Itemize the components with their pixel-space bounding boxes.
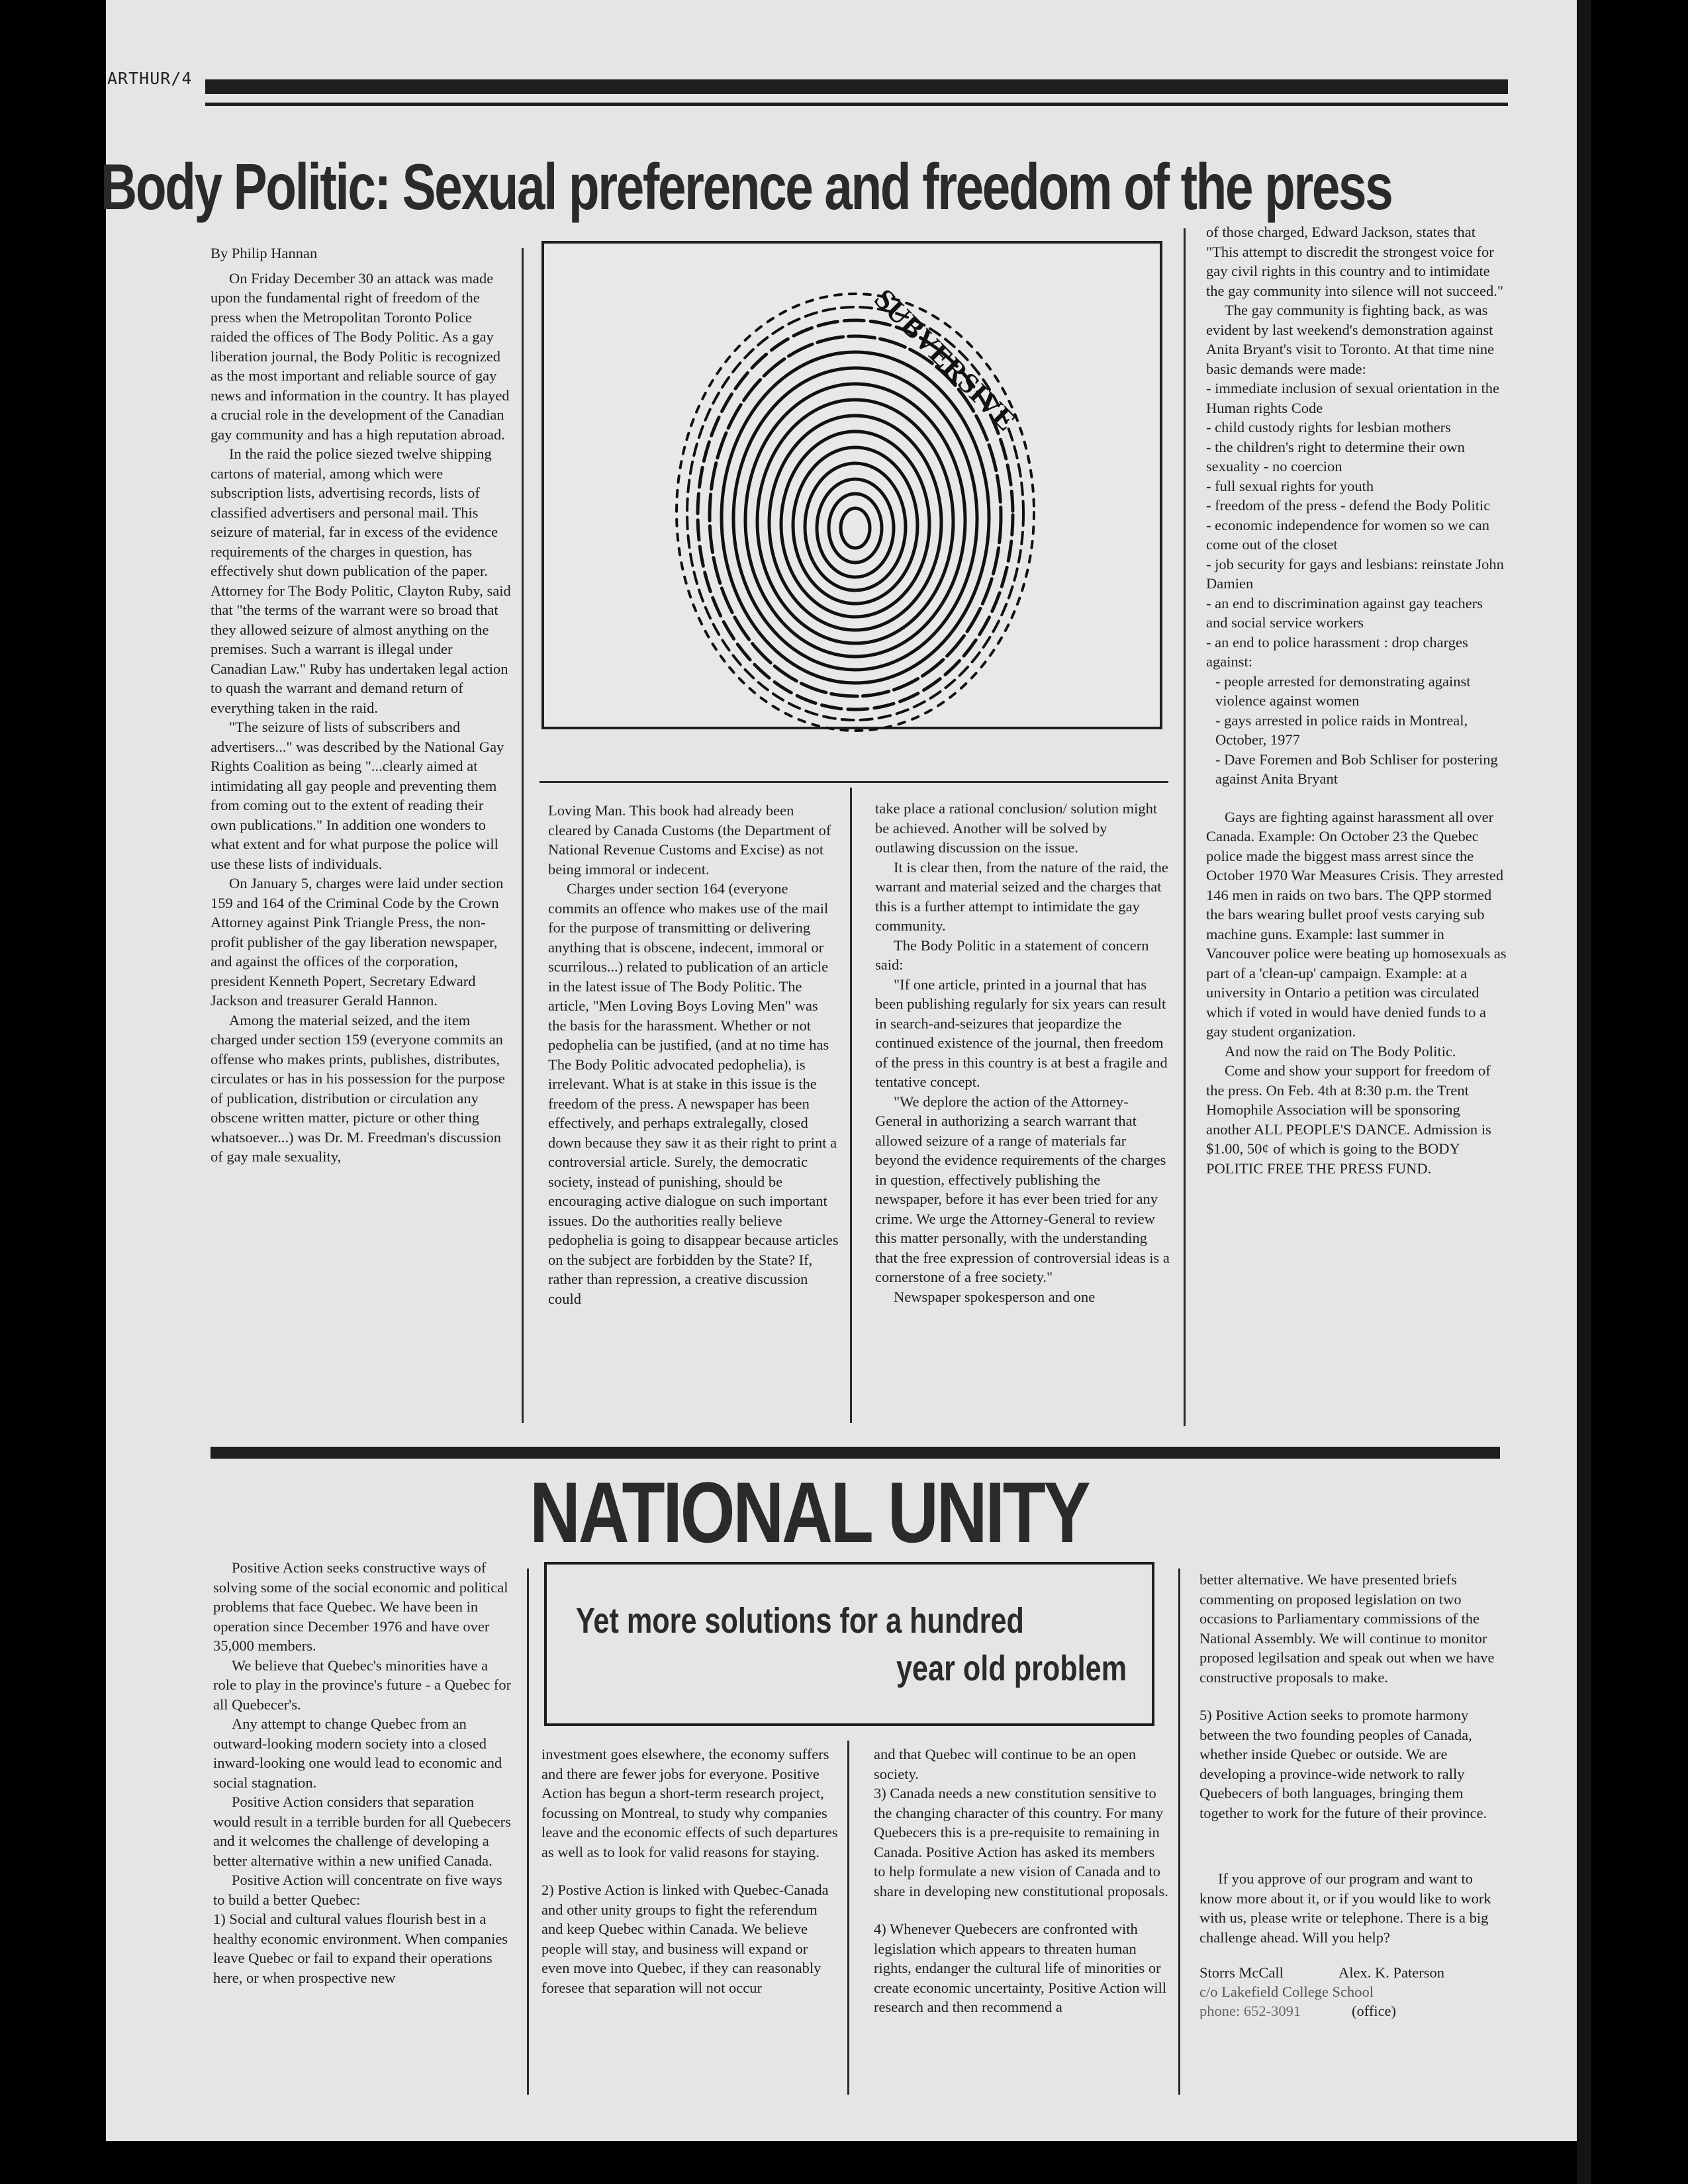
contact-name-2: Alex. K. Paterson — [1338, 1964, 1444, 1981]
subtitle-box — [544, 1562, 1154, 1726]
paragraph: It is clear then, from the nature of the raid, the warrant and material seized and the charges that this is a further attempt to intimidate the gay community. — [875, 858, 1168, 934]
paragraph: The gay community is fighting back, as was evident by last weekend's demonstration against Anita Bryant's visit to Toronto. At that time nine basic demands were made: — [1206, 302, 1495, 377]
contact-phone: phone: 652-3091 — [1199, 2003, 1301, 2019]
contact-office: (office) — [1352, 2003, 1397, 2019]
column-divider — [522, 248, 524, 1423]
top-thin-rule — [205, 103, 1508, 106]
paragraph: We believe that Quebec's minorities have a role to play in the province's future - a Quebec for all Quebecer's. — [213, 1657, 512, 1713]
paragraph: The Body Politic in a statement of concern said: — [875, 936, 1149, 973]
column-divider — [1178, 1569, 1180, 2095]
paragraph: Any attempt to change Quebec from an outward-looking modern society into a closed inward-looking one would lead to economic and social stagnation. — [213, 1715, 502, 1791]
article2-column-4 — [1199, 1570, 1505, 2113]
paragraph: And now the raid on The Body Politic. — [1225, 1042, 1456, 1060]
demand-item: - people arrested for demonstrating against violence against women — [1215, 672, 1471, 709]
article1-column-3 — [875, 799, 1170, 1424]
paragraph: Loving Man. This book had already been cleared by Canada Customs (the Department of National Revenue Customs and Excise) as not being immoral or indecent. — [548, 802, 831, 878]
paragraph: of those charged, Edward Jackson, states that "This attempt to discredit the strongest voice for gay civil rights in this country and to intimidate the gay community into silence will not succeed." — [1206, 224, 1504, 299]
paragraph: investment goes elsewhere, the economy suffers and there are fewer jobs for everyone. Positive Action has begun a short-term research project, focussing on Montreal, to study why companies leave and the economic effects of such departures as well as to look for valid reasons for staying. — [541, 1746, 838, 1860]
column-divider — [527, 1569, 529, 2095]
national-unity-title: NATIONAL UNITY — [530, 1464, 1089, 1561]
demand-item: - the children's right to determine their own sexuality - no coercion — [1206, 438, 1465, 475]
demand-item: - job security for gays and lesbians: reinstate John Damien — [1206, 555, 1504, 592]
page-edge-shadow — [1577, 0, 1591, 2184]
paragraph: On January 5, charges were laid under section 159 and 164 of the Criminal Code by the Crown Attorney against Pink Triangle Press, the non-profit publisher of the gay liberation newspaper, and against the offices of the corporation, president Kenneth Popert, Secretary Edward Jackson and treasurer Gerald Hannon. — [211, 875, 504, 1009]
paragraph: Positive Action will concentrate on five ways to build a better Quebec: — [213, 1872, 502, 1908]
paragraph: "The seizure of lists of subscribers and advertisers..." was described by the National Gay Rights Coalition as being "...clearly aimed at intimidating all gay people and preventing them from coming out to the extent of reading their own publications." In addition one wonders to what extent and for what purpose the police will use these lists of individuals. — [211, 719, 504, 872]
image-underline — [539, 781, 1168, 783]
demand-item: - child custody rights for lesbian mothers — [1206, 419, 1451, 435]
paragraph: Charges under section 164 (everyone commits an offence who makes use of the mail for the purpose of transmitting or delivering anything that is obscene, indecent, immoral or scurrilous...) related to publication of an article in the latest issue of The Body Politic. The article, "Men Loving Boys Loving Men" was the basis for the harassment. Whether or not pedophelia can be justified, (and at no time has The Body Politic advocated pedophelia), is irrelevant. What is at stake in this issue is the freedom of the press. A newspaper has been effectively, and perhaps extralegally, closed down because they saw it as their right to print a controversial article. Surely, the democratic society, instead of punishing, should be encouraging active dialogue on such important issues. Do the authorities really believe pedophelia is going to disappear because articles on the subject are forbidden by the State? If, rather than repression, a creative discussion could — [548, 880, 839, 1307]
article-byline: By Philip Hannan — [211, 245, 318, 261]
paragraph: Among the material seized, and the item charged under section 159 (everyone commits an offense who makes prints, publishes, distributes, circulates or has in his possession for the purpose of publication, distribution or circulation any obscene written matter, picture or other thing whatsoever...) was Dr. M. Freedman's discussion of gay male sexuality, — [211, 1011, 505, 1165]
fingerprint-illustration — [541, 241, 1162, 729]
article2-column-3 — [874, 1745, 1169, 2099]
paragraph: better alternative. We have presented briefs commenting on proposed legislation on two occasions to Parliamentary commissions of the National Assembly. We will continue to monitor proposed legilsation and speak out when we have constructive proposals to make. — [1199, 1571, 1495, 1686]
demand-item: - Dave Foremen and Bob Schliser for postering against Anita Bryant — [1215, 751, 1498, 787]
subversive-stamp: SUBVERSIVE — [868, 282, 1023, 437]
article2-column-1 — [213, 1558, 514, 2101]
paragraph: If you approve of our program and want to know more about it, or if you would like to work with us, please write or telephone. There is a big challenge ahead. Will you help? — [1199, 1870, 1491, 1946]
paragraph: "If one article, printed in a journal that has been publishing regularly for six years can result in search-and-seizures that jeopardize the continued existence of the journal, then freedom of the press in this country is at best a fragile and tentative concept. — [875, 976, 1168, 1090]
paragraph: "We deplore the action of the Attorney-General in authorizing a search warrant that allowed seizure of a range of materials far beyond the evidence requirements of the charges in question, effectively publishing the newspaper, before it has ever been tried for any crime. We urge the Attorney-General to review this matter personally, with the understanding that the free expression of controversial ideas is a cornerstone of a free society." — [875, 1093, 1170, 1285]
contact-org: c/o Lakefield College School — [1199, 1983, 1374, 2000]
paragraph: Come and show your support for freedom of the press. On Feb. 4th at 8:30 p.m. the Trent Homophile Association will be sponsoring another ALL PEOPLE'S DANCE. Admission is $1.00, 50¢ of which is going to the BODY POLITIC FREE THE PRESS FUND. — [1206, 1062, 1491, 1177]
section-rule — [211, 1447, 1500, 1459]
paragraph: take place a rational conclusion/ solution might be achieved. Another will be solved by outlawing discussion on the issue. — [875, 800, 1158, 856]
paragraph: 5) Positive Action seeks to promote harmony between the two founding peoples of Canada, whether inside Quebec or outside. We are developing a province-wide network to rally Quebecers of both languages, bringing them together to work for the future of their province. — [1199, 1707, 1487, 1821]
paragraph: 1) Social and cultural values flourish best in a healthy economic environment. When companies leave Quebec or fail to expand their operations here, or when prospective new — [213, 1911, 508, 1986]
paragraph: Gays are fighting against harassment all over Canada. Example: On October 23 the Quebec police made the biggest mass arrest since the October 1970 War Measures Crisis. They arrested 146 men in raids on two bars. The QPP stormed the bars wearing bullet proof vests carying sub machine guns. Example: last summer in Vancouver police were beating up homosexuals as part of a 'clean-up' campaign. Example: at a university in Ontario a petition was circulated which if voted in would have denied funds to a gay student organization. — [1206, 808, 1507, 1040]
paragraph: 3) Canada needs a new constitution sensitive to the changing character of this country. For many Quebecers this is a pre-requisite to remaining in Canada. Positive Action has asked its members to help formulate a new vision of Canada and to share in developing new constitutional proposals. — [874, 1785, 1168, 1899]
demand-item: - an end to police harassment : drop charges against: — [1206, 633, 1468, 670]
article1-column-2 — [548, 801, 839, 1423]
top-rule — [205, 79, 1508, 94]
article1-column-1 — [211, 244, 512, 1428]
subtitle-line-1: Yet more solutions for a hundred — [576, 1601, 1024, 1641]
paragraph: On Friday December 30 an attack was made upon the fundamental right of freedom of the press when the Metropolitan Toronto Police raided the offices of The Body Politic. As a gay liberation journal, the Body Politic is recognized as the most important and reliable source of gay news and information in the country. It has played a crucial role in the development of the Canadian gay community and has a high reputation abroad. — [211, 269, 510, 443]
contact-block — [1199, 1963, 1505, 2023]
paragraph: and that Quebec will continue to be an open society. — [874, 1746, 1137, 1782]
demand-item: - an end to discrimination against gay teachers and social service workers — [1206, 594, 1483, 631]
paragraph: 4) Whenever Quebecers are confronted with legislation which appears to threaten human rights, endanger the cultural life of minorities or create economic uncertainty, Positive Action will research and then recommend a — [874, 1921, 1167, 2015]
paragraph: Positive Action considers that separation would result in a terrible burden for all Quebecers and it welcomes the challenge of developing a better alternative within a new unified Canada. — [213, 1794, 511, 1869]
contact-name-1: Storrs McCall — [1199, 1964, 1284, 1981]
column-divider — [847, 1741, 849, 2095]
paragraph: In the raid the police siezed twelve shipping cartons of material, among which were subscription lists, advertising records, lists of classified advertisers and personal mail. This seizure of material, far in excess of the evidence requirements of the charges in question, has effectively shut down publication of the paper. Attorney for The Body Politic, Clayton Ruby, said that "the terms of the warrant were so broad that they allowed seizure of almost anything on the premises. Such a warrant is illegal under Canadian Law." Ruby has undertaken legal action to quash the warrant and demand return of everything taken in the raid. — [211, 445, 511, 716]
paragraph: Positive Action seeks constructive ways of solving some of the social economic and political problems that face Quebec. We have been in operation since December 1976 and have over 35,000 members. — [213, 1559, 508, 1654]
demand-item: - gays arrested in police raids in Montreal, October, 1977 — [1215, 711, 1468, 748]
column-divider — [850, 788, 852, 1423]
demand-item: - immediate inclusion of sexual orientation in the Human rights Code — [1206, 380, 1500, 416]
paragraph: Newspaper spokesperson and one — [894, 1288, 1096, 1305]
article1-column-4 — [1206, 222, 1507, 1433]
column-divider — [1184, 228, 1186, 1426]
page-header-label: ARTHUR/4 — [107, 69, 193, 88]
fingerprint-image — [544, 244, 1160, 727]
article-headline: Body Politic: Sexual preference and freedom of the press — [101, 150, 1392, 223]
demand-item: - full sexual rights for youth — [1206, 477, 1374, 494]
subtitle-line-2: year old problem — [896, 1649, 1127, 1688]
demand-item: - economic independence for women so we can come out of the closet — [1206, 516, 1489, 553]
paragraph: 2) Postive Action is linked with Quebec-Canada and other unity groups to fight the referendum and keep Quebec within Canada. We believe people will stay, and business will expand or even move into Quebec, if they can reasonably foresee that separation will not occur — [541, 1882, 829, 1996]
demand-item: - freedom of the press - defend the Body Politic — [1206, 497, 1491, 514]
article2-column-2 — [541, 1745, 838, 2099]
